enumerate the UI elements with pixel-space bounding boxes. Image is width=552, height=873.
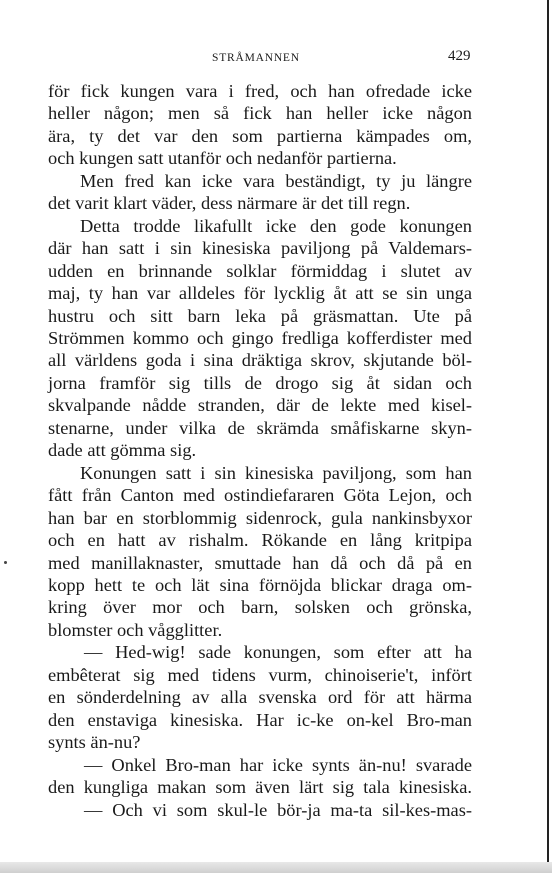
text-line: jorna framför sig tills de drogo sig åt sidan och	[48, 372, 472, 393]
text-line: heller någon; men så fick han heller icke någon	[48, 103, 472, 124]
paragraph-first-line: Konungen satt i sin kinesiska paviljong, som han	[80, 462, 472, 483]
text-line: ära, ty det var den som partierna kämpades om,	[48, 125, 472, 146]
text-line: embêterat sig med tidens vurm, chinoiserie't, infört	[48, 664, 472, 685]
text-line: blomster och vågglitter.	[48, 619, 223, 640]
text-line: kring över mor och barn, solsken och grönska,	[48, 597, 472, 618]
text-line: synts än-nu?	[48, 732, 141, 753]
text-line: den enstaviga kinesiska. Har ic-ke on-kel Bro-man	[48, 709, 472, 730]
text-line: fått från Canton med ostindiefararen Göta Lejon, och	[48, 485, 472, 506]
margin-speck	[4, 561, 7, 564]
dialogue-line: — Onkel Bro-man har icke synts än-nu! svarade	[84, 754, 472, 775]
text-line: en sönderdelning av alla svenska ord för att härma	[48, 687, 472, 708]
text-line: kopp hett te och lät sina förnöjda blickar draga om-	[48, 574, 472, 595]
text-line: och kungen satt utanför och nedanför partierna.	[48, 148, 397, 169]
scan-bottom-edge	[0, 862, 552, 873]
page-number: 429	[448, 48, 471, 64]
dialogue-line: — Hed-wig! sade konungen, som efter att ha	[84, 642, 472, 663]
text-line: Strömmen kommo och gingo fredliga kofferdister med	[48, 327, 472, 348]
text-line: han bar en storblommig sidenrock, gula nankinsbyxor	[48, 507, 472, 528]
text-line: och en hatt av rishalm. Rökande en lång kritpipa	[48, 530, 472, 551]
text-line: dade att gömma sig.	[48, 440, 197, 461]
text-line: maj, ty han var alldeles för lycklig åt att se sin unga	[48, 283, 472, 304]
text-line: den kungliga makan som även lärt sig tala kinesiska.	[48, 777, 472, 798]
paragraph-first-line: Men fred kan icke vara beständigt, ty ju längre	[80, 170, 472, 191]
text-line: udden en brinnande solklar förmiddag i slutet av	[48, 260, 472, 281]
text-line: stenarne, under vilka de skrämda småfiskarne skyn-	[48, 417, 472, 438]
text-line: för fick kungen vara i fred, och han ofredade icke	[48, 81, 472, 101]
text-line: all världens goda i sina dräktiga skrov, skjutande böl-	[48, 350, 472, 371]
body-text	[48, 80, 472, 821]
text-line: hustru och sitt barn leka på gräsmattan. Ute på	[48, 305, 472, 326]
text-line: med manillaknaster, smuttade han då och då på en	[48, 552, 472, 573]
text-line: där han satt i sin kinesiska paviljong på Valdemars-	[48, 238, 472, 259]
text-line: det varit klart väder, dess närmare är det till regn.	[48, 193, 411, 214]
dialogue-line: — Och vi som skul-le bör-ja ma-ta sil-kes-mas-	[84, 799, 472, 820]
running-head: STRÅMANNEN	[212, 52, 300, 64]
paragraph-first-line: Detta trodde likafullt icke den gode konungen	[80, 215, 472, 236]
text-line: skvalpande nådde stranden, där de lekte med kisel-	[48, 395, 472, 416]
